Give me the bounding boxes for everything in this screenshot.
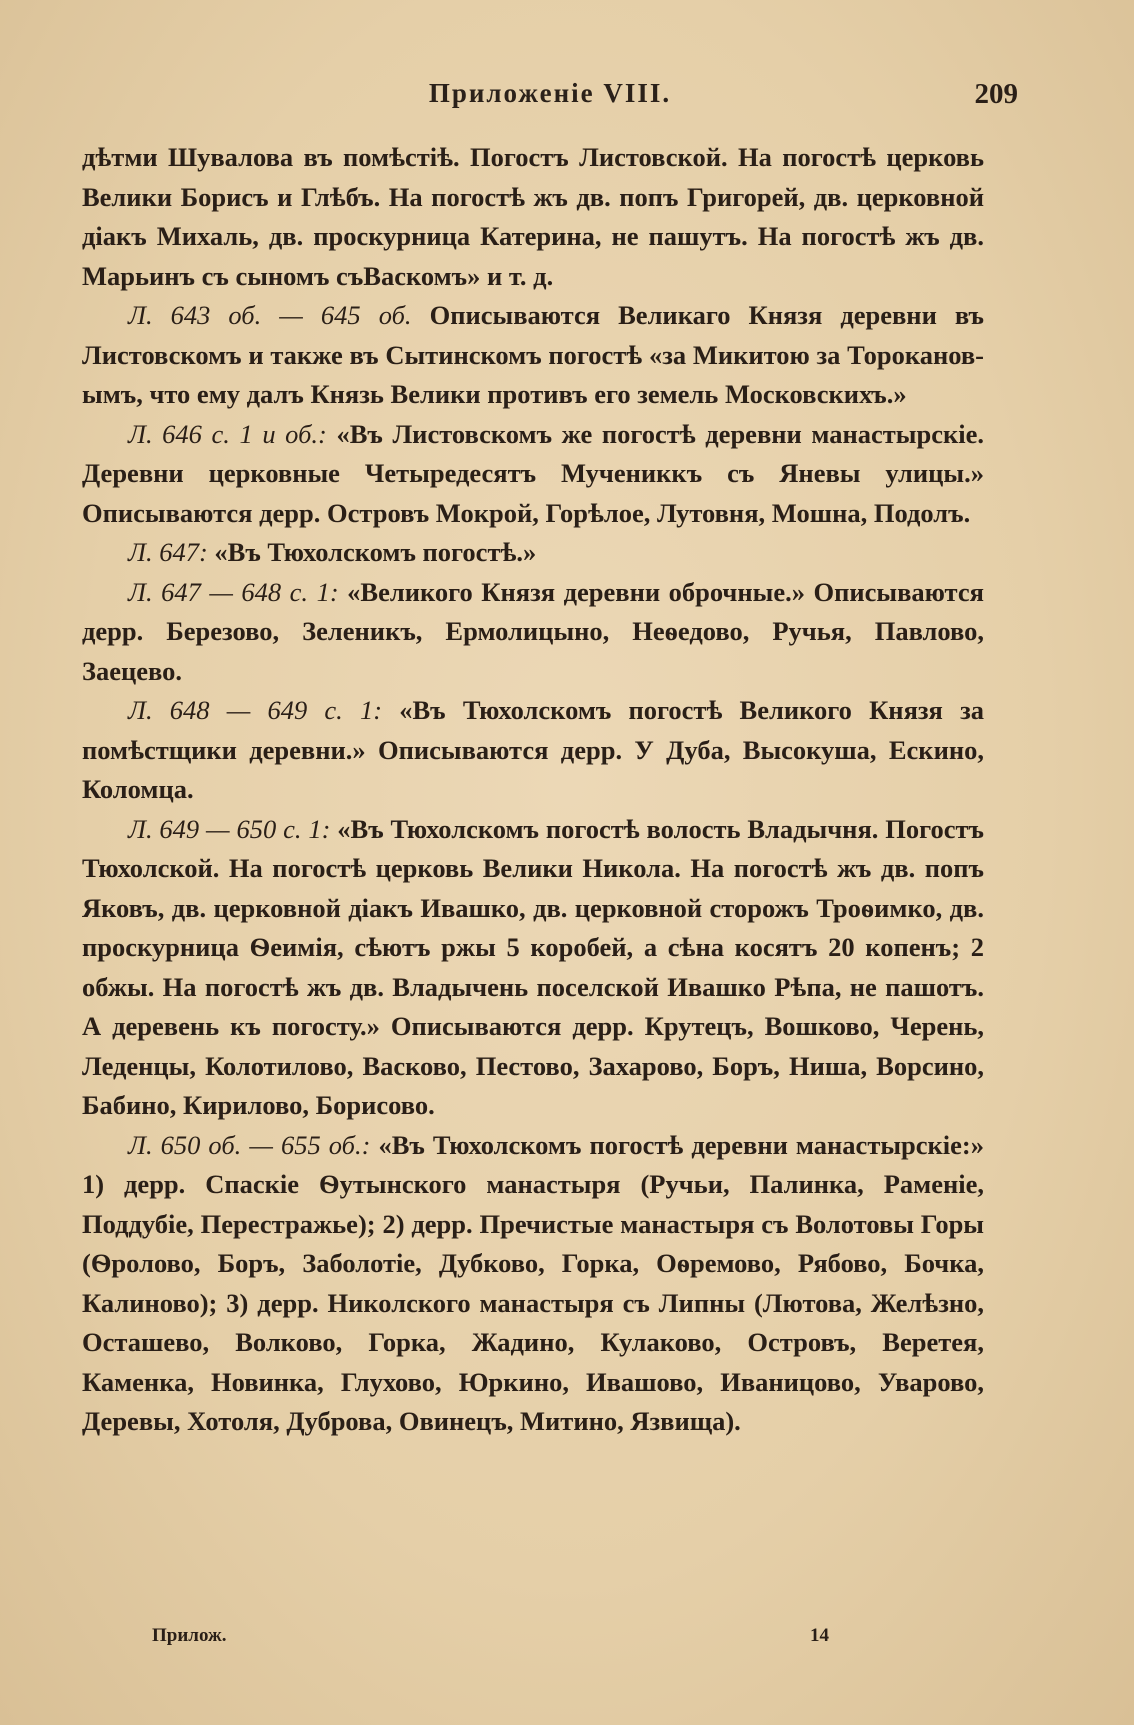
- paragraph: [82, 573, 984, 692]
- folio-reference: Л. 649 — 650 с. 1:: [128, 813, 331, 844]
- paragraph-text: «Въ Листовскомъ же погостѣ деревни манастырскіе. Деревни церковные Четыредесятъ Мучениккъ съ Яневы улицы.» Описываются дерр. Островъ Мокрой, Горѣлое, Лутовня, Мошна, Подолъ.: [82, 418, 985, 528]
- folio-reference: Л. 647 — 648 с. 1:: [128, 576, 339, 607]
- paragraph: [82, 415, 984, 534]
- folio-reference: Л. 646 с. 1 и об.:: [128, 418, 327, 449]
- sheet-number: 14: [810, 1625, 829, 1646]
- paragraph-text: «Въ Тюхолскомъ погостѣ Великого Князя за помѣстщики деревни.» Описываются дерр. У Дуба, Высокуша, Ескино, Коломца.: [82, 695, 984, 804]
- paragraph-text: дѣтми Шувалова въ помѣстіѣ. Погостъ Листовской. На погостѣ церковь Велики Борисъ и Глѣбъ. На погостѣ жъ дв. попъ Григорей, дв. церковной діакъ Михаль, дв. проскурница Катерина, не пашутъ. На погостѣ жъ дв. Марьинъ съ сыномъ съВаскомъ» и т. д.: [82, 142, 984, 291]
- paragraph-text: «Въ Тюхолскомъ погостѣ.»: [207, 537, 537, 567]
- paragraph: [82, 296, 984, 415]
- paragraph: [82, 533, 984, 573]
- paragraph: [82, 1126, 984, 1442]
- paragraph: [82, 691, 984, 810]
- paragraph-text: «Великого Князя деревни оброчные.» Описываются дерр. Березово, Зеленикъ, Ермолицыно, Неѳедово, Ручья, Павлово, Заецево.: [82, 576, 984, 686]
- folio-reference: Л. 647:: [128, 537, 208, 567]
- body-text: [82, 138, 984, 1442]
- folio-reference: Л. 643 об. — 645 об.: [128, 300, 412, 330]
- page-header: [82, 78, 1018, 118]
- paragraph: [82, 810, 984, 1126]
- page-number: 209: [974, 78, 1018, 110]
- paragraph-text: «Въ Тюхолскомъ погостѣ волость Владычня. Погостъ Тюхолской. На погостѣ церковь Велики Никола. На погостѣ жъ дв. попъ Яковъ, дв. церковной діакъ Ивашко, дв. церковной сторожъ Троѳимко, дв. проскурница Ѳеимія, сѣютъ ржы 5 коробей, а сѣна косятъ 20 копенъ; 2 обжы. На погостѣ жъ дв. Владычень поселской Ивашко Рѣпа, не пашотъ. А деревень къ погосту.» Описываются дерр. Крутецъ, Вошково, Черень, Леденцы, Колотилово, Васково, Пестово, Захарово, Боръ, Ниша, Ворсино, Бабино, Кирилово, Борисово.: [82, 813, 984, 1120]
- signature-mark: Прилож.: [152, 1625, 227, 1646]
- folio-reference: Л. 648 — 649 с. 1:: [128, 695, 383, 725]
- running-head: Приложеніе VIII.: [428, 78, 672, 108]
- folio-reference: Л. 650 об. — 655 об.:: [128, 1129, 371, 1160]
- page-footer: [152, 1625, 912, 1655]
- paragraph: [82, 138, 984, 296]
- paragraph-text: «Въ Тюхолскомъ погостѣ деревни манастырскіе:» 1) дерр. Спаскіе Ѳутынского манастыря (Ручьи, Палинка, Раменіе, Поддубіе, Перестражье); 2) дерр. Пречистые манастыря съ Волотовы Горы (Ѳролово, Боръ, Заболотіе, Дубково, Горка, Оѳремово, Рябово, Бочка, Калиново); 3) дерр. Николского манастыря съ Липны (Лютова, Желѣзно, Осташево, Волково, Горка, Жадино, Кулаково, Островъ, Веретея, Каменка, Новинка, Глухово, Юркино, Ивашово, Иваницово, Уварово, Деревы, Хотоля, Дуброва, Овинецъ, Митино, Язвища).: [82, 1129, 984, 1436]
- paragraph-text: Описываются Великаго Князя деревни въ Листовскомъ и также въ Сытинскомъ погостѣ «за Микитою за Торокановымъ, что ему далъ Князь Велики противъ его земель Московскихъ.»: [82, 300, 984, 409]
